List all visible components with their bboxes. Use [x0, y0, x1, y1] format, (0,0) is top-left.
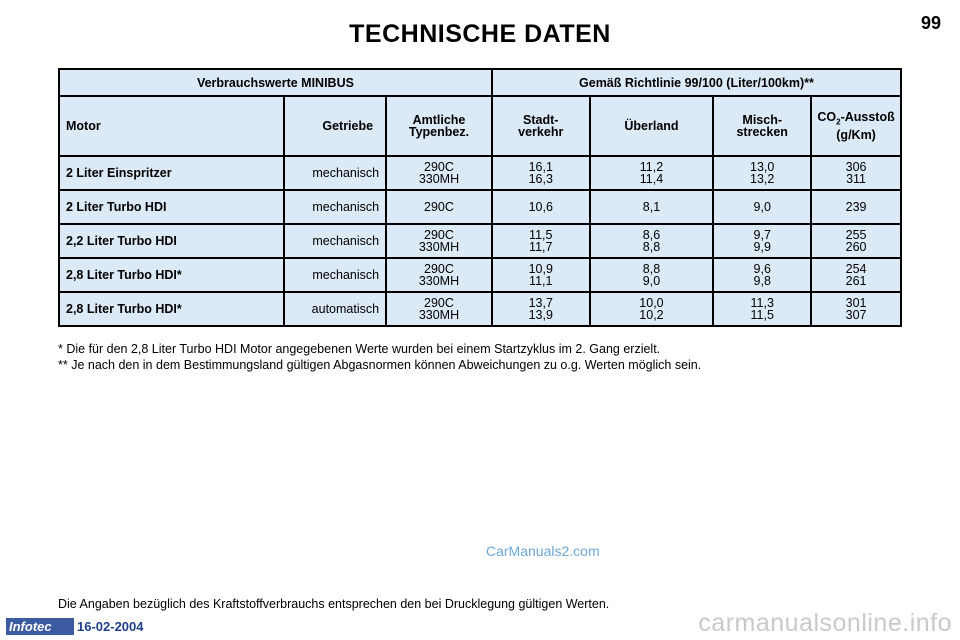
- header-line: strecken: [736, 125, 788, 139]
- cell-misch: [713, 156, 811, 190]
- cell-value: 306: [845, 160, 867, 174]
- page-title: TECHNISCHE DATEN: [349, 20, 611, 48]
- table-row: [59, 190, 901, 224]
- cell-misch: [713, 224, 811, 258]
- cell-value: 330MH: [418, 308, 460, 322]
- cell-stadt: [492, 292, 590, 326]
- cell-ueberland: [590, 258, 714, 292]
- header-line: [816, 111, 896, 129]
- cell-value: 290C: [424, 160, 454, 174]
- cell-value: 13,0: [750, 160, 775, 174]
- cell-co2: [811, 156, 901, 190]
- cell-misch: [713, 190, 811, 224]
- co2-prefix: CO: [817, 110, 837, 125]
- cell-value: 10,9: [528, 262, 553, 276]
- cell-value: 16,1: [528, 160, 553, 174]
- cell-value: 11,5: [750, 308, 774, 322]
- table-row: [59, 258, 901, 292]
- column-header-motor: Motor: [59, 96, 284, 156]
- cell-value: 261: [845, 274, 867, 288]
- cell-ueberland: [590, 292, 714, 326]
- header-line: Typenbez.: [408, 125, 470, 139]
- cell-stadt: [492, 156, 590, 190]
- cell-value: 301: [845, 296, 867, 310]
- cell-value: 10,6: [528, 200, 553, 214]
- cell-value: 13,7: [528, 296, 553, 310]
- cell-value: 290C: [424, 262, 454, 276]
- cell-value: 11,7: [529, 240, 553, 254]
- footnote-1: * Die für den 2,8 Liter Turbo HDI Motor angegebenen Werte wurden bei einem Startzyklus im 2. Gang erzielt.: [58, 342, 661, 356]
- cell-value: 11,5: [529, 228, 553, 242]
- table-group-header-left: Verbrauchswerte MINIBUS: [59, 69, 492, 96]
- table-group-header-right: Gemäß Richtlinie 99/100 (Liter/100km)**: [492, 69, 901, 96]
- header-line: Amtliche: [412, 113, 466, 127]
- cell-co2: [811, 258, 901, 292]
- table-row: [59, 156, 901, 190]
- cell-misch: [713, 258, 811, 292]
- cell-getriebe: mechanisch: [284, 156, 386, 190]
- cell-value: 9,6: [753, 262, 771, 276]
- cell-value: 239: [845, 200, 867, 214]
- cell-value: 13,2: [750, 172, 775, 186]
- cell-value: 11,4: [639, 172, 664, 186]
- header-line: Misch-: [742, 113, 782, 127]
- header-line: (g/Km): [836, 127, 876, 142]
- cell-motor: 2 Liter Einspritzer: [59, 156, 284, 190]
- cell-value: 330MH: [418, 274, 460, 288]
- table-row: [59, 292, 901, 326]
- cell-value: 9,0: [753, 200, 771, 214]
- cell-value: 9,7: [753, 228, 771, 242]
- cell-value: 16,3: [528, 172, 553, 186]
- header-line: Stadt-: [523, 113, 559, 127]
- infotec-logo: Infotec: [6, 618, 74, 635]
- cell-value: 13,9: [528, 308, 553, 322]
- cell-value: 10,2: [639, 308, 664, 322]
- consumption-table: [58, 68, 902, 327]
- co2-subscript: 2: [836, 117, 841, 127]
- cell-getriebe: mechanisch: [284, 258, 386, 292]
- cell-value: 311: [846, 172, 867, 186]
- cell-typ: [386, 156, 492, 190]
- column-header-getriebe: Getriebe: [284, 96, 386, 156]
- cell-value: 9,9: [753, 240, 771, 254]
- cell-value: 290C: [424, 200, 454, 214]
- cell-value: 330MH: [418, 240, 460, 254]
- cell-value: 8,8: [642, 262, 661, 276]
- column-header-co2: [811, 96, 901, 156]
- column-header-mischstrecken: [713, 96, 811, 156]
- cell-value: 8,1: [642, 200, 661, 214]
- cell-typ: [386, 258, 492, 292]
- cell-getriebe: mechanisch: [284, 190, 386, 224]
- cell-motor: 2,2 Liter Turbo HDI: [59, 224, 284, 258]
- cell-typ: [386, 190, 492, 224]
- cell-getriebe: automatisch: [284, 292, 386, 326]
- cell-value: 260: [845, 240, 867, 254]
- cell-value: 10,0: [639, 296, 664, 310]
- cell-value: 11,3: [750, 296, 774, 310]
- cell-value: 290C: [424, 228, 454, 242]
- cell-value: 11,1: [529, 274, 553, 288]
- cell-ueberland: [590, 190, 714, 224]
- cell-value: 9,8: [753, 274, 771, 288]
- cell-co2: [811, 190, 901, 224]
- watermark-site: CarManuals2.com: [486, 543, 600, 559]
- cell-value: 9,0: [642, 274, 661, 288]
- cell-value: 11,2: [639, 160, 664, 174]
- cell-typ: [386, 224, 492, 258]
- cell-misch: [713, 292, 811, 326]
- cell-co2: [811, 224, 901, 258]
- cell-value: 255: [845, 228, 867, 242]
- cell-value: 8,8: [642, 240, 661, 254]
- cell-value: 8,6: [642, 228, 661, 242]
- cell-motor: 2,8 Liter Turbo HDI*: [59, 258, 284, 292]
- cell-stadt: [492, 224, 590, 258]
- print-date: 16-02-2004: [77, 619, 144, 634]
- cell-motor: 2,8 Liter Turbo HDI*: [59, 292, 284, 326]
- cell-stadt: [492, 190, 590, 224]
- watermark-bottom: carmanualsonline.info: [698, 609, 952, 637]
- footnote-2: ** Je nach den in dem Bestimmungsland gültigen Abgasnormen können Abweichungen zu o.g. Werten möglich sein.: [58, 358, 702, 372]
- cell-motor: 2 Liter Turbo HDI: [59, 190, 284, 224]
- table-body: [59, 156, 901, 326]
- cell-co2: [811, 292, 901, 326]
- column-header-stadtverkehr: [492, 96, 590, 156]
- column-header-typenbez: [386, 96, 492, 156]
- co2-suffix: -Ausstoß: [840, 110, 895, 125]
- cell-stadt: [492, 258, 590, 292]
- cell-ueberland: [590, 156, 714, 190]
- cell-value: 254: [845, 262, 867, 276]
- cell-typ: [386, 292, 492, 326]
- footnotes: [58, 341, 918, 373]
- cell-value: 307: [845, 308, 867, 322]
- column-header-ueberland: Überland: [590, 96, 714, 156]
- cell-getriebe: mechanisch: [284, 224, 386, 258]
- header-line: verkehr: [518, 125, 564, 139]
- cell-value: 290C: [424, 296, 454, 310]
- cell-value: 330MH: [418, 172, 460, 186]
- footer-note: Die Angaben bezüglich des Kraftstoffverbrauchs entsprechen den bei Drucklegung gültigen Werten.: [58, 597, 610, 611]
- cell-ueberland: [590, 224, 714, 258]
- page-number: 99: [920, 13, 941, 33]
- table-row: [59, 224, 901, 258]
